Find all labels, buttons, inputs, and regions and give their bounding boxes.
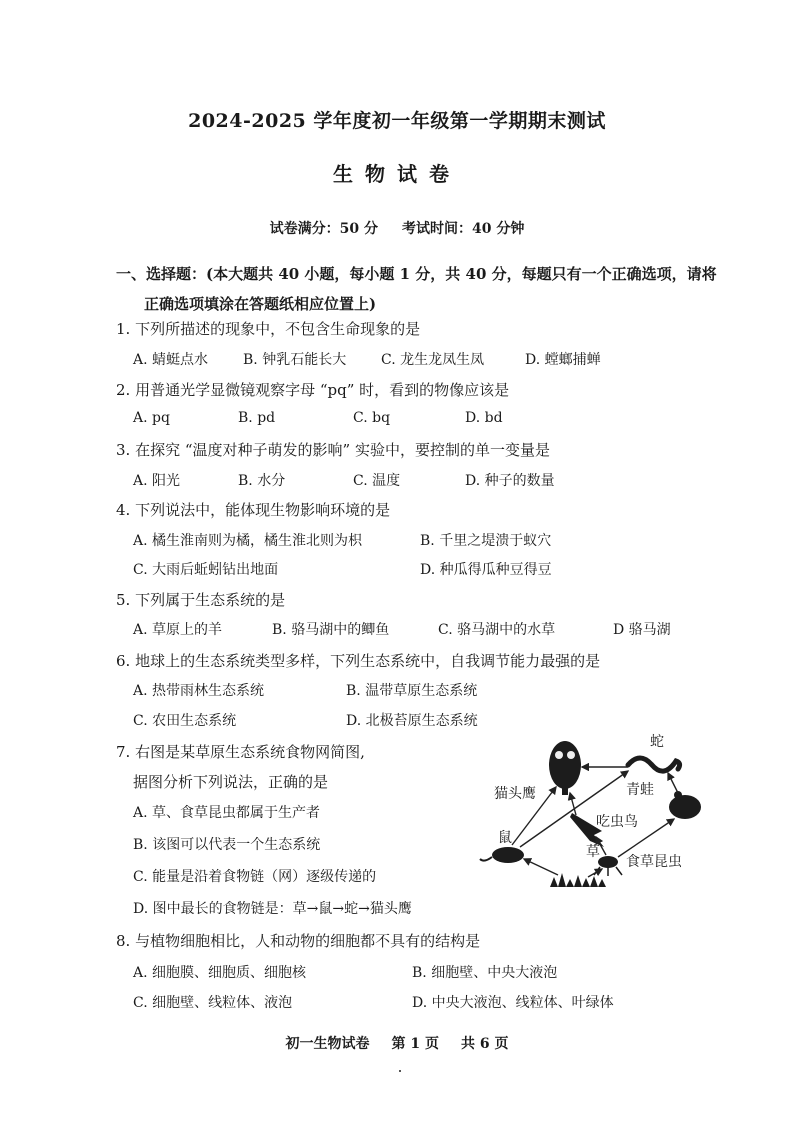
question-stem-cont: 据图分析下列说法，正确的是 bbox=[133, 773, 329, 791]
option: C. 骆马湖中的水草 bbox=[438, 622, 556, 638]
label-insect: 食草昆虫 bbox=[626, 854, 682, 870]
option: B. 千里之堤溃于蚁穴 bbox=[420, 533, 552, 549]
option: C. 龙生龙凤生凤 bbox=[381, 352, 485, 368]
page-footer bbox=[0, 1033, 794, 1053]
option: D. 种子的数量 bbox=[465, 473, 555, 489]
option: C. 农田生态系统 bbox=[133, 713, 237, 729]
subject-title: 生物试卷 bbox=[333, 162, 461, 186]
footer-name: 初一生物试卷 bbox=[285, 1036, 370, 1052]
option: C. 温度 bbox=[353, 473, 401, 489]
option: D. bd bbox=[465, 410, 503, 426]
option: C. 能量是沿着食物链（网）逐级传递的 bbox=[133, 869, 377, 885]
label-grass: 草 bbox=[586, 844, 600, 860]
question-stem: 6. 地球上的生态系统类型多样，下列生态系统中，自我调节能力最强的是 bbox=[116, 652, 601, 670]
option: C. 细胞壁、线粒体、液泡 bbox=[133, 995, 293, 1011]
option: B. 温带草原生态系统 bbox=[346, 683, 478, 699]
exam-title: 2024-2025 学年度初一年级第一学期期末测试 bbox=[188, 110, 606, 132]
question-stem: 3. 在探究 “温度对种子萌发的影响” 实验中，要控制的单一变量是 bbox=[116, 441, 550, 459]
footer-page: 第 1 页 bbox=[391, 1036, 439, 1052]
arrow-grass-mouse bbox=[524, 859, 558, 875]
question-stem: 5. 下列属于生态系统的是 bbox=[116, 591, 286, 609]
option: A. 蜻蜓点水 bbox=[133, 352, 209, 368]
grass-icon bbox=[550, 873, 606, 887]
option: D. 北极苔原生态系统 bbox=[346, 713, 478, 729]
option: B. 钟乳石能长大 bbox=[243, 352, 347, 368]
food-web-diagram bbox=[478, 727, 710, 897]
section-heading-line1: 一、选择题：(本大题共 40 小题，每小题 1 分，共 40 分，每题只有一个正确选项，请将 bbox=[116, 265, 717, 283]
frog-icon bbox=[669, 791, 701, 819]
arrow-grass-insect bbox=[588, 869, 602, 877]
section-heading bbox=[116, 259, 717, 319]
footer-total: 共 6 页 bbox=[461, 1036, 509, 1052]
option: D 骆马湖 bbox=[613, 622, 671, 638]
option: A. pq bbox=[133, 410, 170, 426]
option: A. 热带雨林生态系统 bbox=[133, 683, 265, 699]
option: B. 骆马湖中的鲫鱼 bbox=[272, 622, 390, 638]
question-stem: 4. 下列说法中，能体现生物影响环境的是 bbox=[116, 501, 391, 519]
question-stem: 7. 右图是某草原生态系统食物网简图, bbox=[116, 743, 365, 761]
score-info: 试卷满分：50 分 bbox=[269, 221, 378, 237]
exam-info bbox=[0, 218, 794, 238]
option: D. 中央大液泡、线粒体、叶绿体 bbox=[412, 995, 614, 1011]
option: D. 图中最长的食物链是：草→鼠→蛇→猫头鹰 bbox=[133, 901, 412, 917]
arrow-frog-snake bbox=[668, 773, 678, 793]
label-bird: 吃虫鸟 bbox=[596, 814, 638, 830]
label-frog: 青蛙 bbox=[626, 782, 654, 798]
mouse-icon bbox=[480, 847, 524, 863]
label-mouse: 鼠 bbox=[498, 830, 512, 846]
option: B. pd bbox=[238, 410, 276, 426]
question-stem: 1. 下列所描述的现象中，不包含生命现象的是 bbox=[116, 320, 421, 338]
section-heading-line2: 正确选项填涂在答题纸相应位置上) bbox=[144, 295, 377, 313]
option: B. 水分 bbox=[238, 473, 286, 489]
snake-icon bbox=[628, 758, 680, 771]
question-stem: 2. 用普通光学显微镜观察字母 “pq” 时，看到的物像应该是 bbox=[116, 381, 510, 399]
food-web-figure bbox=[478, 727, 710, 897]
scan-speck bbox=[399, 1070, 401, 1072]
label-snake: 蛇 bbox=[650, 734, 664, 750]
option: D. 种瓜得瓜种豆得豆 bbox=[420, 562, 552, 578]
option: A. 草、食草昆虫都属于生产者 bbox=[133, 805, 321, 821]
option: C. bq bbox=[353, 410, 391, 426]
option: D. 螳螂捕蝉 bbox=[525, 352, 601, 368]
option: B. 细胞壁、中央大液泡 bbox=[412, 965, 558, 981]
option: C. 大雨后蚯蚓钻出地面 bbox=[133, 562, 279, 578]
option: A. 草原上的羊 bbox=[133, 622, 223, 638]
option: A. 橘生淮南则为橘，橘生淮北则为枳 bbox=[133, 533, 363, 549]
owl-icon bbox=[549, 741, 581, 795]
option: A. 细胞膜、细胞质、细胞核 bbox=[133, 965, 307, 981]
option: A. 阳光 bbox=[133, 473, 181, 489]
time-info: 考试时间：40 分钟 bbox=[402, 221, 525, 237]
option: B. 该图可以代表一个生态系统 bbox=[133, 837, 321, 853]
label-owl: 猫头鹰 bbox=[494, 786, 536, 802]
question-stem: 8. 与植物细胞相比，人和动物的细胞都不具有的结构是 bbox=[116, 932, 481, 950]
